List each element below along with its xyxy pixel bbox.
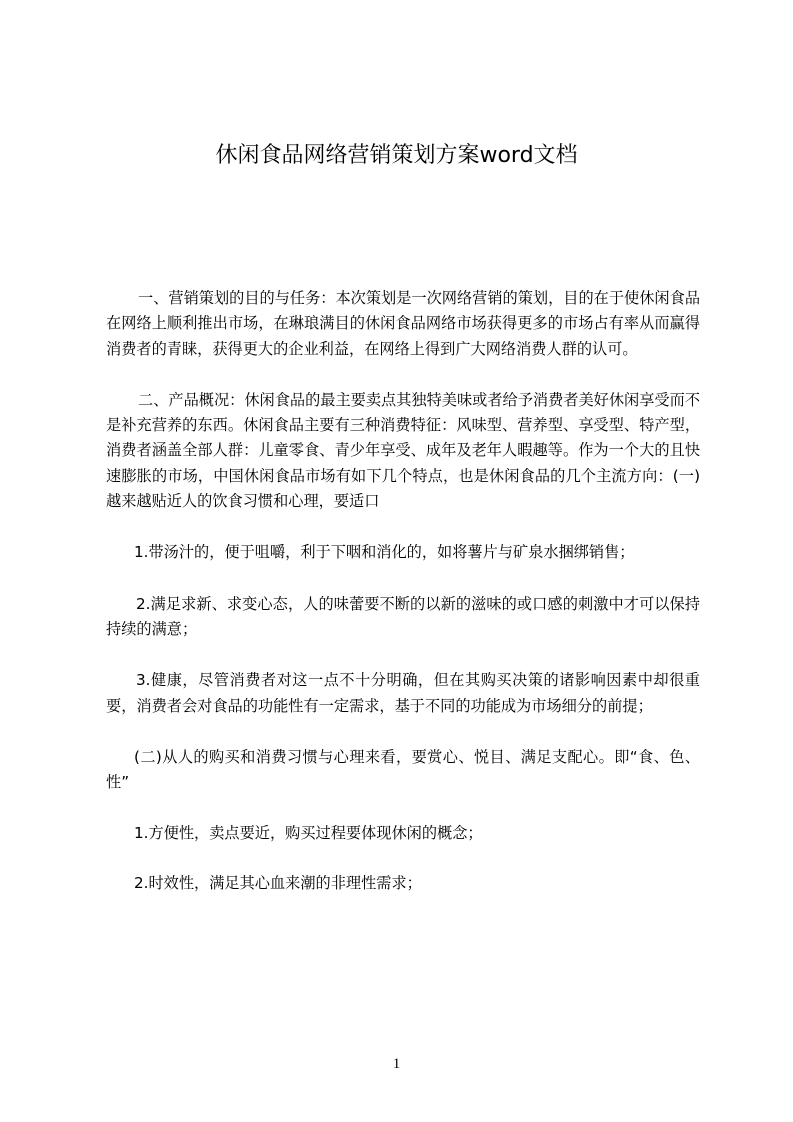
document-body bbox=[106, 286, 700, 896]
paragraph-marketing-purpose: 一、营销策划的目的与任务：本次策划是一次网络营销的策划，目的在于使休闲食品在网络上顺利推出市场，在琳琅满目的休闲食品网络市场获得更多的市场占有率从而赢得消费者的青睐，获得更大的企业利益，在网络上得到广大网络消费人群的认可。 bbox=[106, 289, 700, 358]
paragraph-point-1-soup: 1.带汤汁的，便于咀嚼，利于下咽和消化的，如将薯片与矿泉水捆绑销售； bbox=[134, 543, 635, 562]
paragraph-point-2-timeliness: 2.时效性，满足其心血来潮的非理性需求； bbox=[134, 873, 422, 892]
paragraph-point-2-novelty: 2.满足求新、求变心态，人的味蕾要不断的以新的滋味的或口感的刺激中才可以保持持续的满意； bbox=[106, 594, 700, 638]
paragraph-point-3-health: 3.健康，尽管消费者对这一点不十分明确，但在其购买决策的诸影响因素中却很重要，消费者会对食品的功能性有一定需求，基于不同的功能成为市场细分的前提； bbox=[106, 671, 700, 715]
page-number: 1 bbox=[392, 1056, 401, 1072]
paragraph-product-overview: 二、产品概况：休闲食品的最主要卖点其独特美味或者给予消费者美好休闲享受而不是补充营养的东西。休闲食品主要有三种消费特征：风味型、营养型、享受型、特产型，消费者涵盖全部人群：儿童零食、青少年享受、成年及老年人暇趣等。作为一个大的且快速膨胀的市场，中国休闲食品市场有如下几个特点，也是休闲食品的几个主流方向：(一)越来越贴近人的饮食习惯和心理，要适口 bbox=[106, 390, 700, 511]
document-title: 休闲食品网络营销策划方案word文档 bbox=[215, 143, 578, 168]
paragraph-point-1-convenience: 1.方便性，卖点要近，购买过程要体现休闲的概念； bbox=[134, 824, 483, 843]
paragraph-section-2-habits: (二)从人的购买和消费习惯与心理来看，要赏心、悦目、满足支配心。即“食、色、性” bbox=[106, 747, 700, 792]
